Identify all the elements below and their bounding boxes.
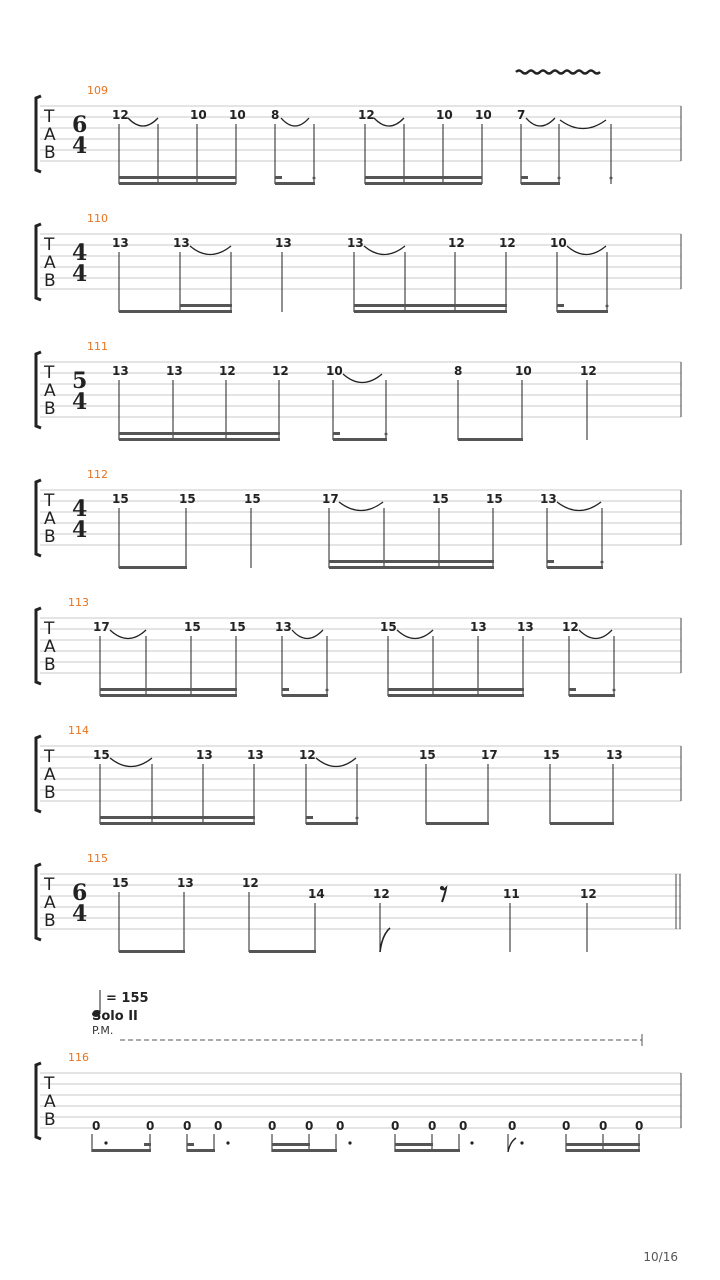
tab-staff	[40, 618, 681, 673]
tab-letter-t: T	[44, 747, 55, 767]
fret-number: 0	[428, 1119, 437, 1133]
palm-mute-label: P.M.	[92, 1024, 114, 1037]
note-stems	[100, 764, 613, 824]
tab-letter-t: T	[44, 1074, 55, 1094]
fret-number: 10	[326, 364, 343, 378]
fret-number: 15	[93, 748, 110, 762]
system-measure-115	[36, 852, 681, 953]
tab-letter-a: A	[44, 765, 56, 785]
fret-number: 17	[322, 492, 339, 506]
fret-number: 8	[271, 108, 280, 122]
fret-number: 10	[475, 108, 492, 122]
fret-number: 0	[146, 1119, 155, 1133]
slur-ties	[110, 758, 356, 767]
tab-letter-t: T	[44, 619, 55, 639]
measure-number: 110	[87, 212, 108, 225]
measure-number: 113	[68, 596, 89, 609]
fret-number: 12	[242, 876, 259, 890]
fret-number: 13	[540, 492, 557, 506]
fret-number: 10	[190, 108, 207, 122]
tab-letter-b: B	[44, 783, 56, 803]
time-signature-bottom: 4	[72, 901, 88, 927]
fret-number: 12	[112, 108, 129, 122]
dotted-rhythm-dots	[104, 1141, 523, 1144]
tab-letter-b: B	[44, 527, 56, 547]
time-signature-top: 5	[72, 368, 88, 394]
tab-letter-a: A	[44, 637, 56, 657]
note-beams	[119, 950, 316, 953]
fret-number: 13	[196, 748, 213, 762]
tab-letter-b: B	[44, 399, 56, 419]
fret-number: 13	[347, 236, 364, 250]
fret-number: 11	[503, 887, 520, 901]
section-label: Solo II	[92, 1009, 138, 1024]
note-beams	[119, 304, 609, 313]
note-stems	[119, 892, 587, 952]
fret-number: 0	[508, 1119, 517, 1133]
fret-number: 15	[229, 620, 246, 634]
fret-number: 0	[268, 1119, 277, 1133]
time-signature-top: 6	[72, 112, 88, 138]
tab-staff	[40, 1073, 681, 1128]
tempo-value: = 155	[106, 991, 149, 1006]
note-stems	[119, 380, 587, 440]
note-stems	[100, 636, 614, 696]
system-measure-111	[36, 340, 681, 441]
tab-letter-t: T	[44, 363, 55, 383]
tab-letter-b: B	[44, 655, 56, 675]
note-stems	[119, 124, 611, 184]
fret-number: 0	[183, 1119, 192, 1133]
system-measure-113	[36, 596, 681, 697]
fret-number: 0	[562, 1119, 571, 1133]
fret-number: 12	[373, 887, 390, 901]
tab-letter-a: A	[44, 381, 56, 401]
fret-number: 15	[432, 492, 449, 506]
fret-number: 12	[580, 364, 597, 378]
fret-number: 13	[112, 364, 129, 378]
tab-letter-b: B	[44, 271, 56, 291]
fret-number: 15	[184, 620, 201, 634]
measure-number: 114	[68, 724, 89, 737]
wavy-vibrato-icon	[516, 71, 600, 74]
fret-number: 15	[112, 876, 129, 890]
eighth-note-flag	[508, 1138, 516, 1152]
fret-number: 0	[635, 1119, 644, 1133]
time-signature-bottom: 4	[72, 517, 88, 543]
fret-number: 17	[481, 748, 498, 762]
fret-number: 12	[272, 364, 289, 378]
fret-number: 10	[550, 236, 567, 250]
note-beams	[92, 1143, 640, 1152]
fret-number: 15	[486, 492, 503, 506]
fret-number: 12	[219, 364, 236, 378]
fret-number: 0	[305, 1119, 314, 1133]
tab-staff	[40, 746, 681, 801]
fret-number: 0	[459, 1119, 468, 1133]
fret-number: 12	[562, 620, 579, 634]
fret-number: 17	[93, 620, 110, 634]
measure-number: 112	[87, 468, 108, 481]
tab-staff	[40, 874, 681, 929]
fret-number: 15	[419, 748, 436, 762]
fret-number: 13	[177, 876, 194, 890]
measure-number: 116	[68, 1051, 89, 1064]
fret-number: 12	[499, 236, 516, 250]
tab-letter-b: B	[44, 911, 56, 931]
fret-number: 15	[244, 492, 261, 506]
system-measure-114	[36, 724, 681, 825]
tab-letter-t: T	[44, 235, 55, 255]
fret-number: 14	[308, 887, 325, 901]
fret-number: 13	[275, 620, 292, 634]
tab-letter-a: A	[44, 1092, 56, 1112]
fret-number: 12	[299, 748, 316, 762]
fret-number: 13	[173, 236, 190, 250]
fret-number: 13	[247, 748, 264, 762]
system-measure-109	[36, 84, 681, 185]
fret-number: 0	[92, 1119, 101, 1133]
time-signature-bottom: 4	[72, 389, 88, 415]
tab-letter-a: A	[44, 509, 56, 529]
fret-number: 8	[454, 364, 463, 378]
eighth-rest-icon	[441, 888, 446, 902]
fret-number: 0	[391, 1119, 400, 1133]
note-stems	[119, 252, 607, 312]
fret-number: 13	[517, 620, 534, 634]
tab-letter-b: B	[44, 143, 56, 163]
measure-number: 109	[87, 84, 108, 97]
tab-letter-a: A	[44, 125, 56, 145]
fret-number: 13	[112, 236, 129, 250]
note-stems	[92, 1134, 639, 1152]
fret-number: 15	[179, 492, 196, 506]
fret-number: 13	[275, 236, 292, 250]
measure-number: 115	[87, 852, 108, 865]
fret-number: 10	[436, 108, 453, 122]
time-signature-top: 4	[72, 496, 88, 522]
fret-number: 0	[336, 1119, 345, 1133]
tab-letter-t: T	[44, 875, 55, 895]
fret-number: 0	[214, 1119, 223, 1133]
eighth-note-flag	[380, 928, 390, 952]
fret-number: 15	[543, 748, 560, 762]
fret-number: 10	[229, 108, 246, 122]
slur-ties	[190, 246, 606, 255]
note-beams	[119, 432, 523, 441]
time-signature-top: 4	[72, 240, 88, 266]
page-number: 10/16	[643, 1250, 678, 1264]
tab-letter-t: T	[44, 107, 55, 127]
fret-number: 15	[380, 620, 397, 634]
fret-number: 13	[606, 748, 623, 762]
note-beams	[119, 176, 613, 185]
system-measure-110	[36, 212, 681, 313]
tab-letter-a: A	[44, 253, 56, 273]
note-stems	[119, 508, 602, 568]
system-measure-112	[36, 468, 681, 569]
system-measure-116	[36, 990, 681, 1152]
fret-number: 12	[358, 108, 375, 122]
time-signature-bottom: 4	[72, 261, 88, 287]
tab-letter-b: B	[44, 1110, 56, 1130]
fret-number: 12	[448, 236, 465, 250]
eighth-rest-dot	[440, 886, 444, 890]
fret-number: 10	[515, 364, 532, 378]
measure-number: 111	[87, 340, 108, 353]
fret-number: 12	[580, 887, 597, 901]
note-beams	[119, 560, 604, 569]
slur-ties	[339, 502, 601, 511]
time-signature-bottom: 4	[72, 133, 88, 159]
note-beams	[100, 688, 616, 697]
tab-letter-t: T	[44, 491, 55, 511]
tab-letter-a: A	[44, 893, 56, 913]
tab-staff	[40, 490, 681, 545]
fret-number: 0	[599, 1119, 608, 1133]
fret-number: 13	[470, 620, 487, 634]
time-signature-top: 6	[72, 880, 88, 906]
fret-number: 13	[166, 364, 183, 378]
slur-ties	[343, 374, 382, 383]
fret-number: 15	[112, 492, 129, 506]
fret-number: 7	[517, 108, 526, 122]
